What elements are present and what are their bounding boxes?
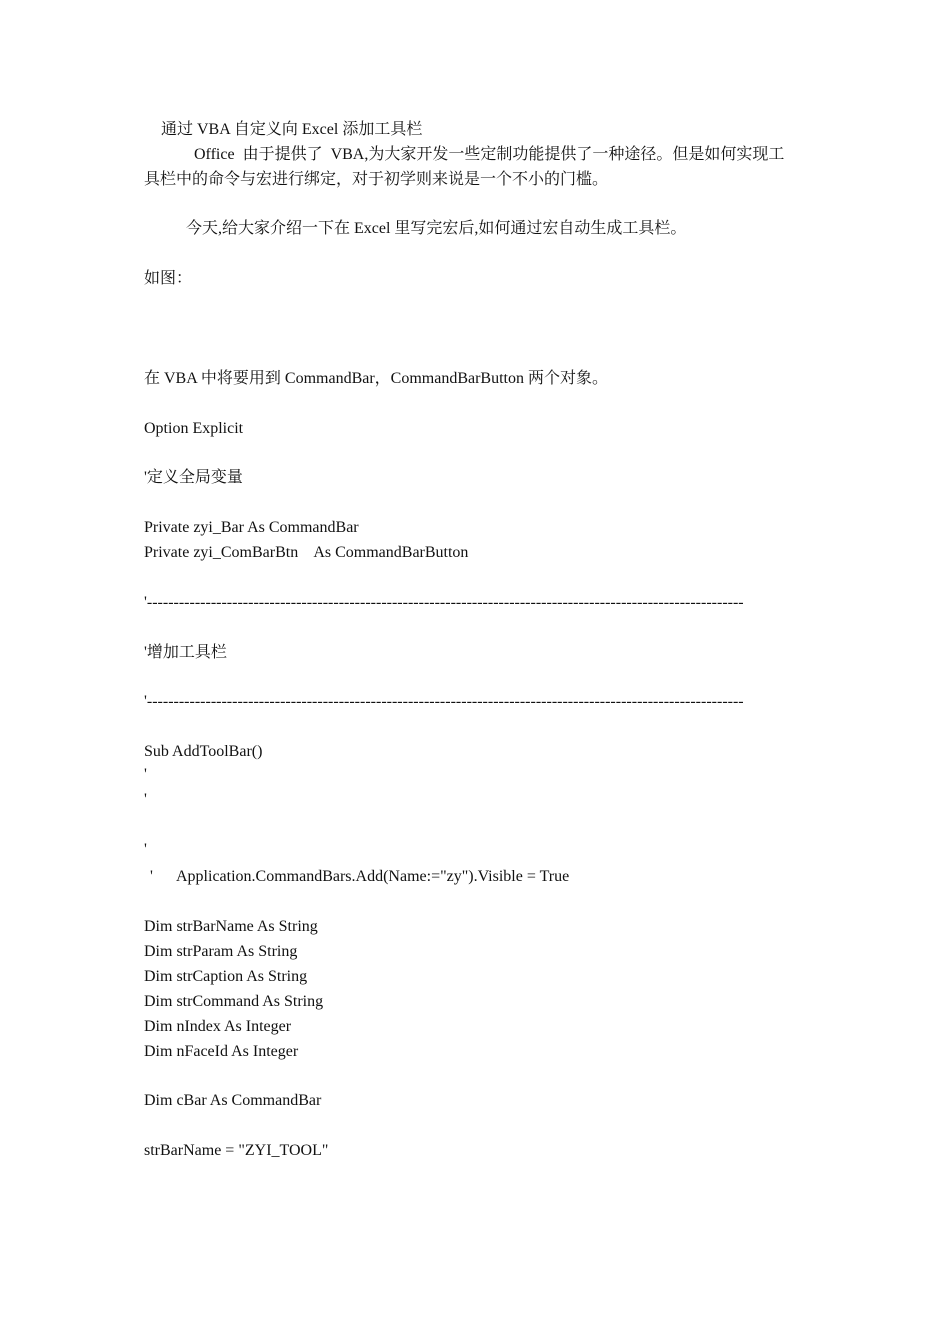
code-apostrophe-3: ': [144, 841, 147, 858]
objects-paragraph: 在 VBA 中将要用到 CommandBar，CommandBarButton 两个对象。: [144, 370, 608, 387]
code-option-explicit: Option Explicit: [144, 420, 244, 437]
code-dim-line: Dim strCommand As String: [144, 993, 324, 1010]
figure-label: 如图：: [144, 270, 193, 287]
code-dim-line: Dim nIndex As Integer: [144, 1018, 292, 1035]
code-dim-line: Dim strBarName As String: [144, 918, 318, 935]
intro-paragraph-line-2: 具栏中的命令与宏进行绑定，对于初学则来说是一个不小的门槛。: [144, 171, 609, 188]
code-comment-add-toolbar: '增加工具栏: [144, 644, 227, 661]
code-separator-1: '----------------------------------------------------------------------------------------------------------------: [144, 594, 744, 611]
code-dim-cbar: Dim cBar As CommandBar: [144, 1092, 322, 1109]
code-apostrophe-2: ': [144, 791, 147, 808]
code-separator-2: '----------------------------------------------------------------------------------------------------------------: [144, 693, 744, 710]
code-comment-globals: '定义全局变量: [144, 469, 243, 486]
document-title: 通过 VBA 自定义向 Excel 添加工具栏: [161, 121, 423, 138]
code-assign-bar-name: strBarName = "ZYI_TOOL": [144, 1142, 329, 1159]
intro-paragraph-line-1: Office 由于提供了 VBA,为大家开发一些定制功能提供了一种途径。但是如何实现工: [194, 146, 785, 163]
code-sub-header: Sub AddToolBar(): [144, 743, 263, 760]
code-apostrophe-1: ': [144, 766, 147, 783]
code-decl-button: Private zyi_ComBarBtn As CommandBarButton: [144, 544, 469, 561]
code-commented-call: ' Application.CommandBars.Add(Name:="zy").Visible = True: [150, 868, 570, 885]
code-decl-bar: Private zyi_Bar As CommandBar: [144, 519, 359, 536]
code-dim-line: Dim strCaption As String: [144, 968, 308, 985]
code-dim-line: Dim strParam As String: [144, 943, 298, 960]
today-paragraph: 今天,给大家介绍一下在 Excel 里写完宏后,如何通过宏自动生成工具栏。: [186, 220, 687, 237]
code-dim-line: Dim nFaceId As Integer: [144, 1043, 299, 1060]
